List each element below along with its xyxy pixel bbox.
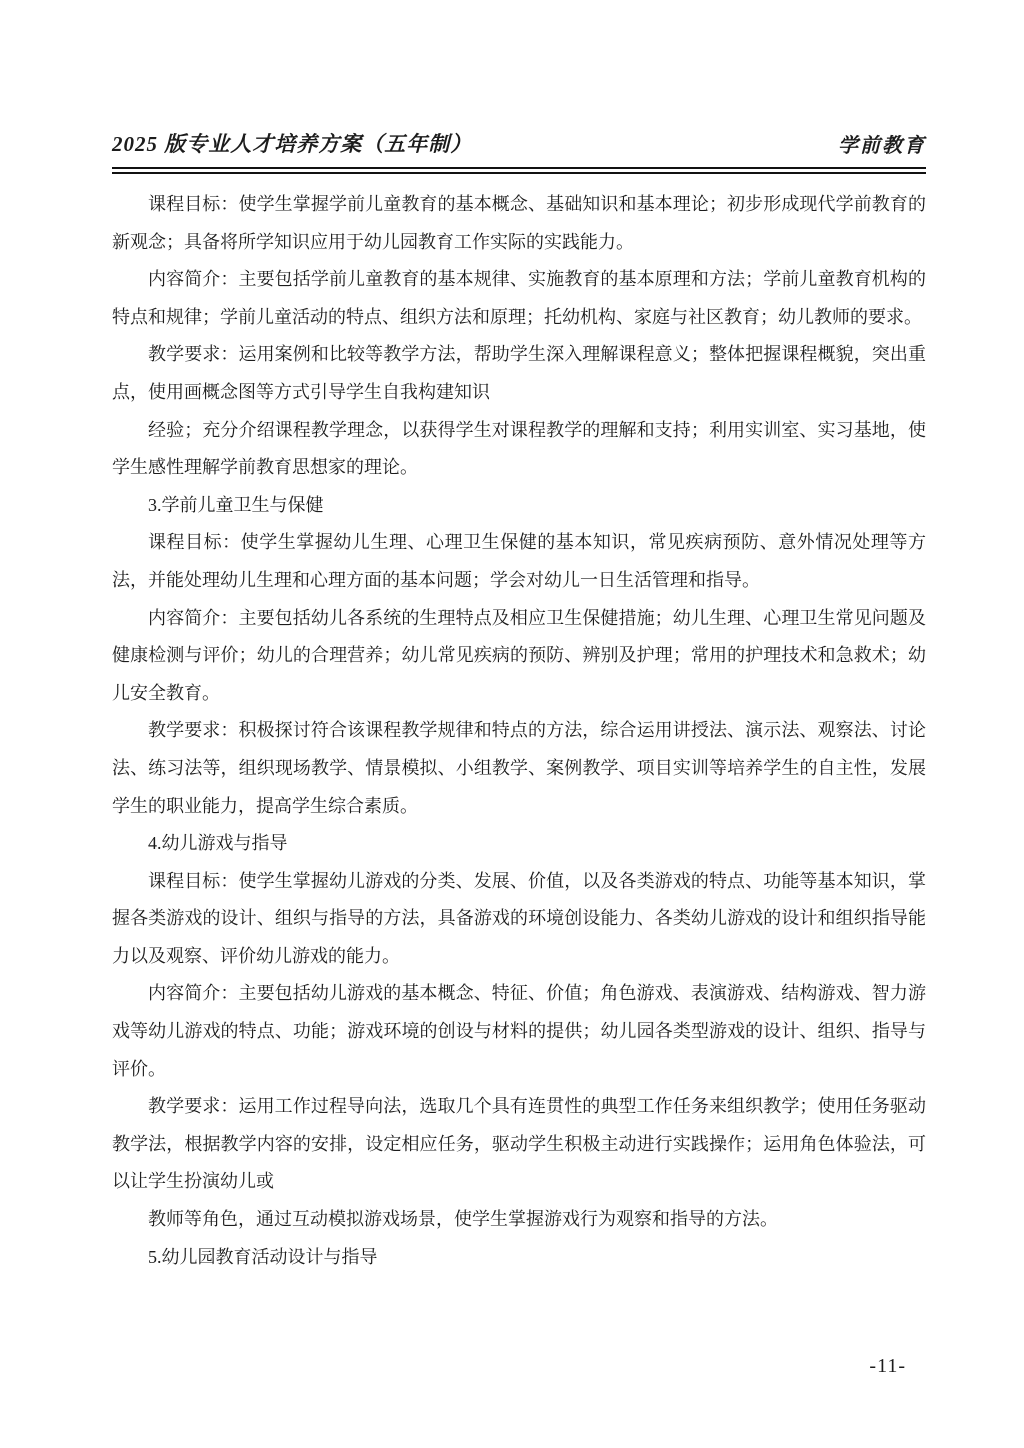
paragraph-teaching-req-3: 教学要求：积极探讨符合该课程教学规律和特点的方法，综合运用讲授法、演示法、观察法、讨论法、练习法等，组织现场教学、情景模拟、小组教学、案例教学、项目实训等培养学生的自主性，发展学生的职业能力，提高学生综合素质。	[112, 720, 926, 816]
section-heading-course-4: 4.幼儿游戏与指导	[148, 833, 288, 854]
paragraph-course-goal-3: 课程目标：使学生掌握幼儿生理、心理卫生保健的基本知识，常见疾病预防、意外情况处理等方法，并能处理幼儿生理和心理方面的基本问题；学会对幼儿一日生活管理和指导。	[112, 532, 926, 590]
page-header	[112, 128, 926, 174]
section-heading-course-3: 3.学前儿童卫生与保健	[148, 494, 324, 515]
section-heading-course-5: 5.幼儿园教育活动设计与指导	[148, 1246, 378, 1267]
paragraph-content-intro-3: 内容简介：主要包括幼儿各系统的生理特点及相应卫生保健措施；幼儿生理、心理卫生常见问题及健康检测与评价；幼儿的合理营养；幼儿常见疾病的预防、辨别及护理；常用的护理技术和急救术；幼儿安全教育。	[112, 607, 926, 703]
document-body	[112, 186, 926, 1276]
page-number: -11-	[869, 1355, 906, 1377]
paragraph-course-goal-1: 课程目标：使学生掌握学前儿童教育的基本概念、基础知识和基本理论；初步形成现代学前教育的新观念；具备将所学知识应用于幼儿园教育工作实际的实践能力。	[112, 194, 926, 252]
paragraph-teaching-req-1: 教学要求：运用案例和比较等教学方法，帮助学生深入理解课程意义；整体把握课程概貌，突出重点，使用画概念图等方式引导学生自我构建知识	[112, 344, 926, 402]
paragraph-teaching-req-4b: 教师等角色，通过互动模拟游戏场景，使学生掌握游戏行为观察和指导的方法。	[148, 1209, 778, 1230]
paragraph-content-intro-1: 内容简介：主要包括学前儿童教育的基本规律、实施教育的基本原理和方法；学前儿童教育机构的特点和规律；学前儿童活动的特点、组织方法和原理；托幼机构、家庭与社区教育；幼儿教师的要求。	[112, 269, 926, 327]
paragraph-teaching-req-4: 教学要求：运用工作过程导向法，选取几个具有连贯性的典型工作任务来组织教学；使用任务驱动教学法，根据教学内容的安排，设定相应任务，驱动学生积极主动进行实践操作；运用角色体验法，可以让学生扮演幼儿或	[112, 1096, 926, 1192]
paragraph-course-goal-4: 课程目标：使学生掌握幼儿游戏的分类、发展、价值，以及各类游戏的特点、功能等基本知识，掌握各类游戏的设计、组织与指导的方法，具备游戏的环境创设能力、各类幼儿游戏的设计和组织指导能力以及观察、评价幼儿游戏的能力。	[112, 870, 926, 966]
paragraph-teaching-req-1b: 经验；充分介绍课程教学理念，以获得学生对课程教学的理解和支持；利用实训室、实习基地，使学生感性理解学前教育思想家的理论。	[112, 419, 926, 478]
paragraph-content-intro-4: 内容简介：主要包括幼儿游戏的基本概念、特征、价值；角色游戏、表演游戏、结构游戏、智力游戏等幼儿游戏的特点、功能；游戏环境的创设与材料的提供；幼儿园各类型游戏的设计、组织、指导与评价。	[112, 983, 926, 1079]
header-major-name: 学前教育	[838, 135, 926, 157]
header-document-title: 2025 版专业人才培养方案（五年制）	[112, 132, 473, 156]
